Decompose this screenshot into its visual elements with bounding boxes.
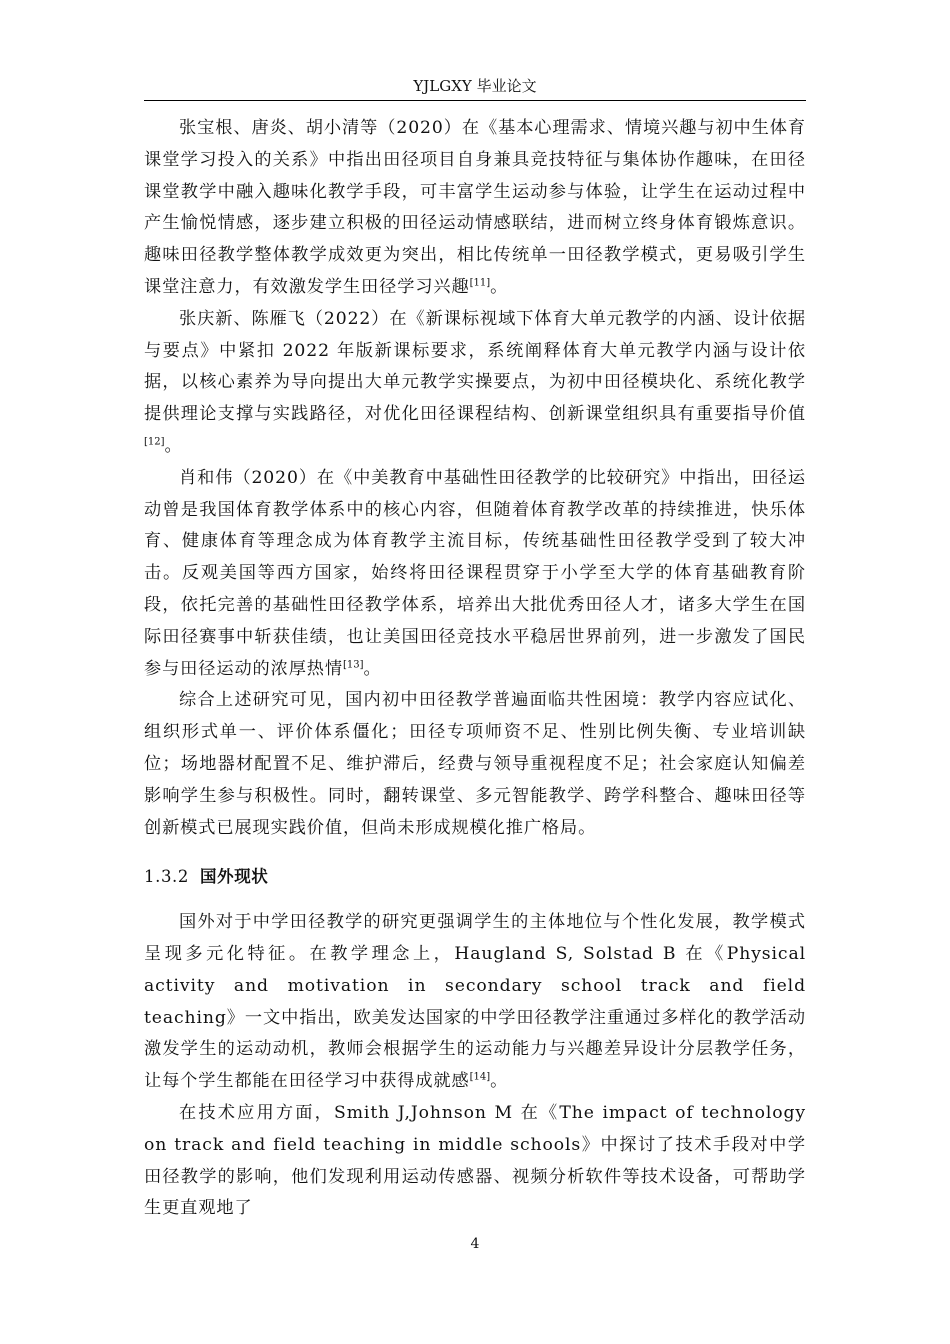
paragraph-3 [144, 463, 806, 686]
paragraph-4-text: 综合上述研究可见，国内初中田径教学普遍面临共性困境：教学内容应试化、组织形式单一、评价体系僵化；田径专项师资不足、性别比例失衡、专业培训缺位；场地器材配置不足、维护滞后，经费与领导重视程度不足；社会家庭认知偏差影响学生参与积极性。同时，翻转课堂、多元智能教学、跨学科整合、趣味田径等创新模式已展现实践价值，但尚未形成规模化推广格局。 [144, 690, 806, 838]
citation-11: [11] [469, 277, 491, 289]
citation-13: [13] [342, 658, 364, 670]
paragraph-2-text: 张庆新、陈雁飞（2022）在《新课标视域下体育大单元教学的内涵、设计依据与要点》中紧扣 2022 年版新课标要求，系统阐释体育大单元教学内涵与设计依据，以核心素养为导向提出大单元教学实操要点，为初中田径模块化、系统化教学提供理论支撑与实践路径，对优化田径课程结构、创新课堂组织具有重要指导价值 [144, 308, 806, 425]
section-heading [144, 861, 806, 893]
paragraph-1 [144, 113, 806, 304]
header-rule [144, 100, 806, 101]
section-number: 1.3.2 [144, 867, 189, 887]
paragraph-2-tail: 。 [164, 435, 183, 456]
paragraph-1-tail: 。 [490, 276, 509, 297]
paragraph-5-text: 国外对于中学田径教学的研究更强调学生的主体地位与个性化发展，教学模式呈现多元化特征。在教学理念上，Haugland S, Solstad B 在《Physical activity and motivation in secondary school track and field teaching》一文中指出，欧美发达国家的中学田径教学注重通过多样化的教学活动激发学生的运动动机，教师会根据学生的运动能力与兴趣差异设计分层教学任务，让每个学生都能在田径学习中获得成就感 [144, 912, 806, 1092]
paragraph-1-text: 张宝根、唐炎、胡小清等（2020）在《基本心理需求、情境兴趣与初中生体育课堂学习投入的关系》中指出田径项目自身兼具竞技特征与集体协作趣味，在田径课堂教学中融入趣味化教学手段，可丰富学生运动参与体验，让学生在运动过程中产生愉悦情感，逐步建立积极的田径运动情感联结，进而树立终身体育锻炼意识。趣味田径教学整体教学成效更为突出，相比传统单一田径教学模式，更易吸引学生课堂注意力，有效激发学生田径学习兴趣 [144, 118, 806, 297]
paragraph-4 [144, 685, 806, 844]
paragraph-5-tail: 。 [490, 1071, 509, 1092]
paragraph-3-tail: 。 [363, 658, 382, 679]
paragraph-6-text: 在技术应用方面，Smith J,Johnson M 在《The impact of technology on track and field teaching in middle schools》中探讨了技术手段对中学田径教学的影响，他们发现利用运动传感器、视频分析软件等技术设备，可帮助学生更直观地了 [144, 1102, 806, 1219]
paragraph-2 [144, 304, 806, 463]
running-header: YJLGXY 毕业论文 [413, 77, 537, 95]
body-text [144, 113, 806, 1225]
citation-14: [14] [469, 1071, 491, 1083]
paragraph-6 [144, 1098, 806, 1225]
citation-12: [12] [144, 436, 165, 448]
paragraph-5 [144, 907, 806, 1098]
page-number: 4 [470, 1236, 480, 1252]
paragraph-3-text: 肖和伟（2020）在《中美教育中基础性田径教学的比较研究》中指出，田径运动曾是我国体育教学体系中的核心内容，但随着体育教学改革的持续推进，快乐体育、健康体育等理念成为体育教学主流目标，传统基础性田径教学受到了较大冲击。反观美国等西方国家，始终将田径课程贯穿于小学至大学的体育基础教育阶段，依托完善的基础性田径教学体系，培养出大批优秀田径人才，诸多大学生在国际田径赛事中斩获佳绩，也让美国田径竞技水平稳居世界前列，进一步激发了国民参与田径运动的浓厚热情 [144, 467, 806, 679]
section-title: 国外现状 [200, 867, 269, 887]
